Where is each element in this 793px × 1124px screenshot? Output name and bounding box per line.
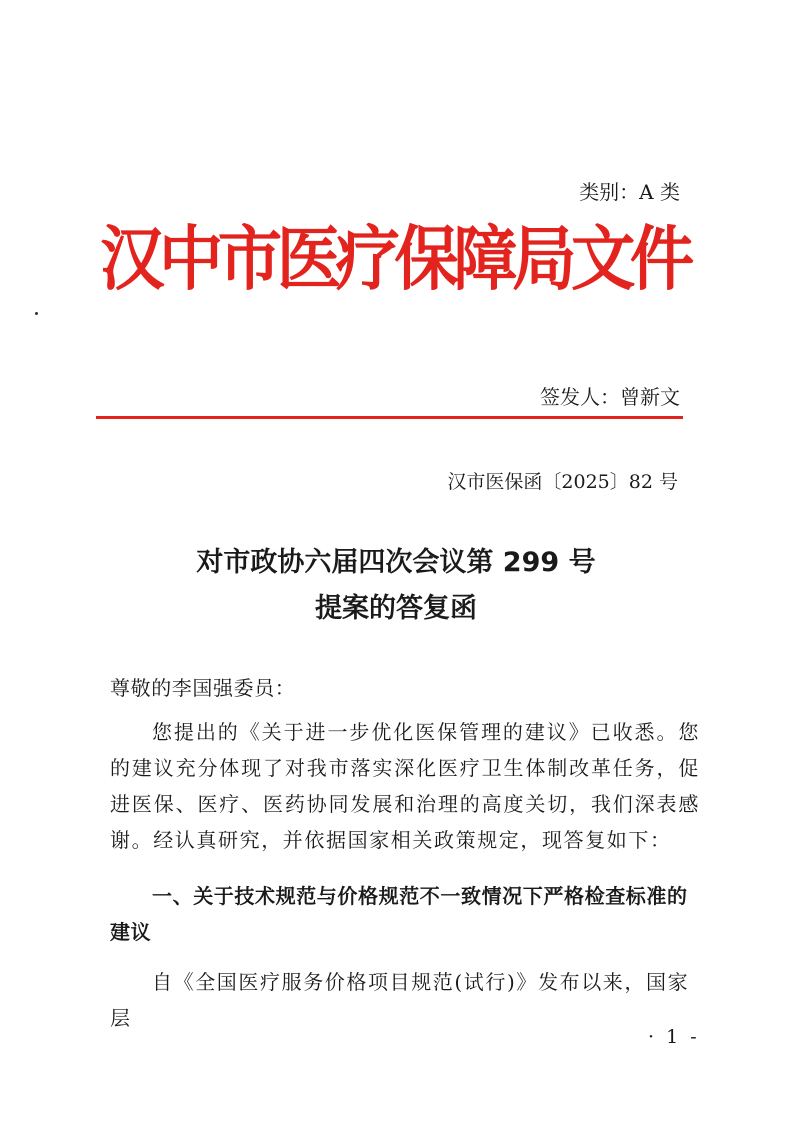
body-paragraph-1: 您提出的《关于进一步优化医保管理的建议》已收悉。您的建议充分体现了对我市落实深化医疗卫生体制改革任务，促进医保、医疗、医药协同发展和治理的高度关切，我们深表感谢。经认真研究，并依据国家相关政策规定，现答复如下：: [110, 720, 700, 852]
signer-label: 签发人：曾新文: [540, 385, 680, 409]
document-title-line-1: 对市政协六届四次会议第 299 号: [196, 547, 596, 578]
salutation: 尊敬的李国强委员：: [110, 676, 296, 700]
section-heading-1: 一、关于技术规范与价格规范不一致情况下严格检查标准的建议: [110, 884, 688, 944]
page-number: · 1 -: [648, 1026, 700, 1048]
masthead-title: 汉中市医疗保障局文件: [100, 218, 689, 300]
body-paragraph-2: 自《全国医疗服务价格项目规范(试行)》发布以来，国家层: [110, 970, 690, 1030]
document-title-line-2: 提案的答复函: [315, 593, 477, 624]
scan-speck: [35, 312, 38, 315]
document-number: 汉市医保函〔2025〕82 号: [447, 471, 678, 493]
document-category: 类别：A 类: [579, 180, 680, 204]
red-divider-line: [96, 416, 683, 419]
